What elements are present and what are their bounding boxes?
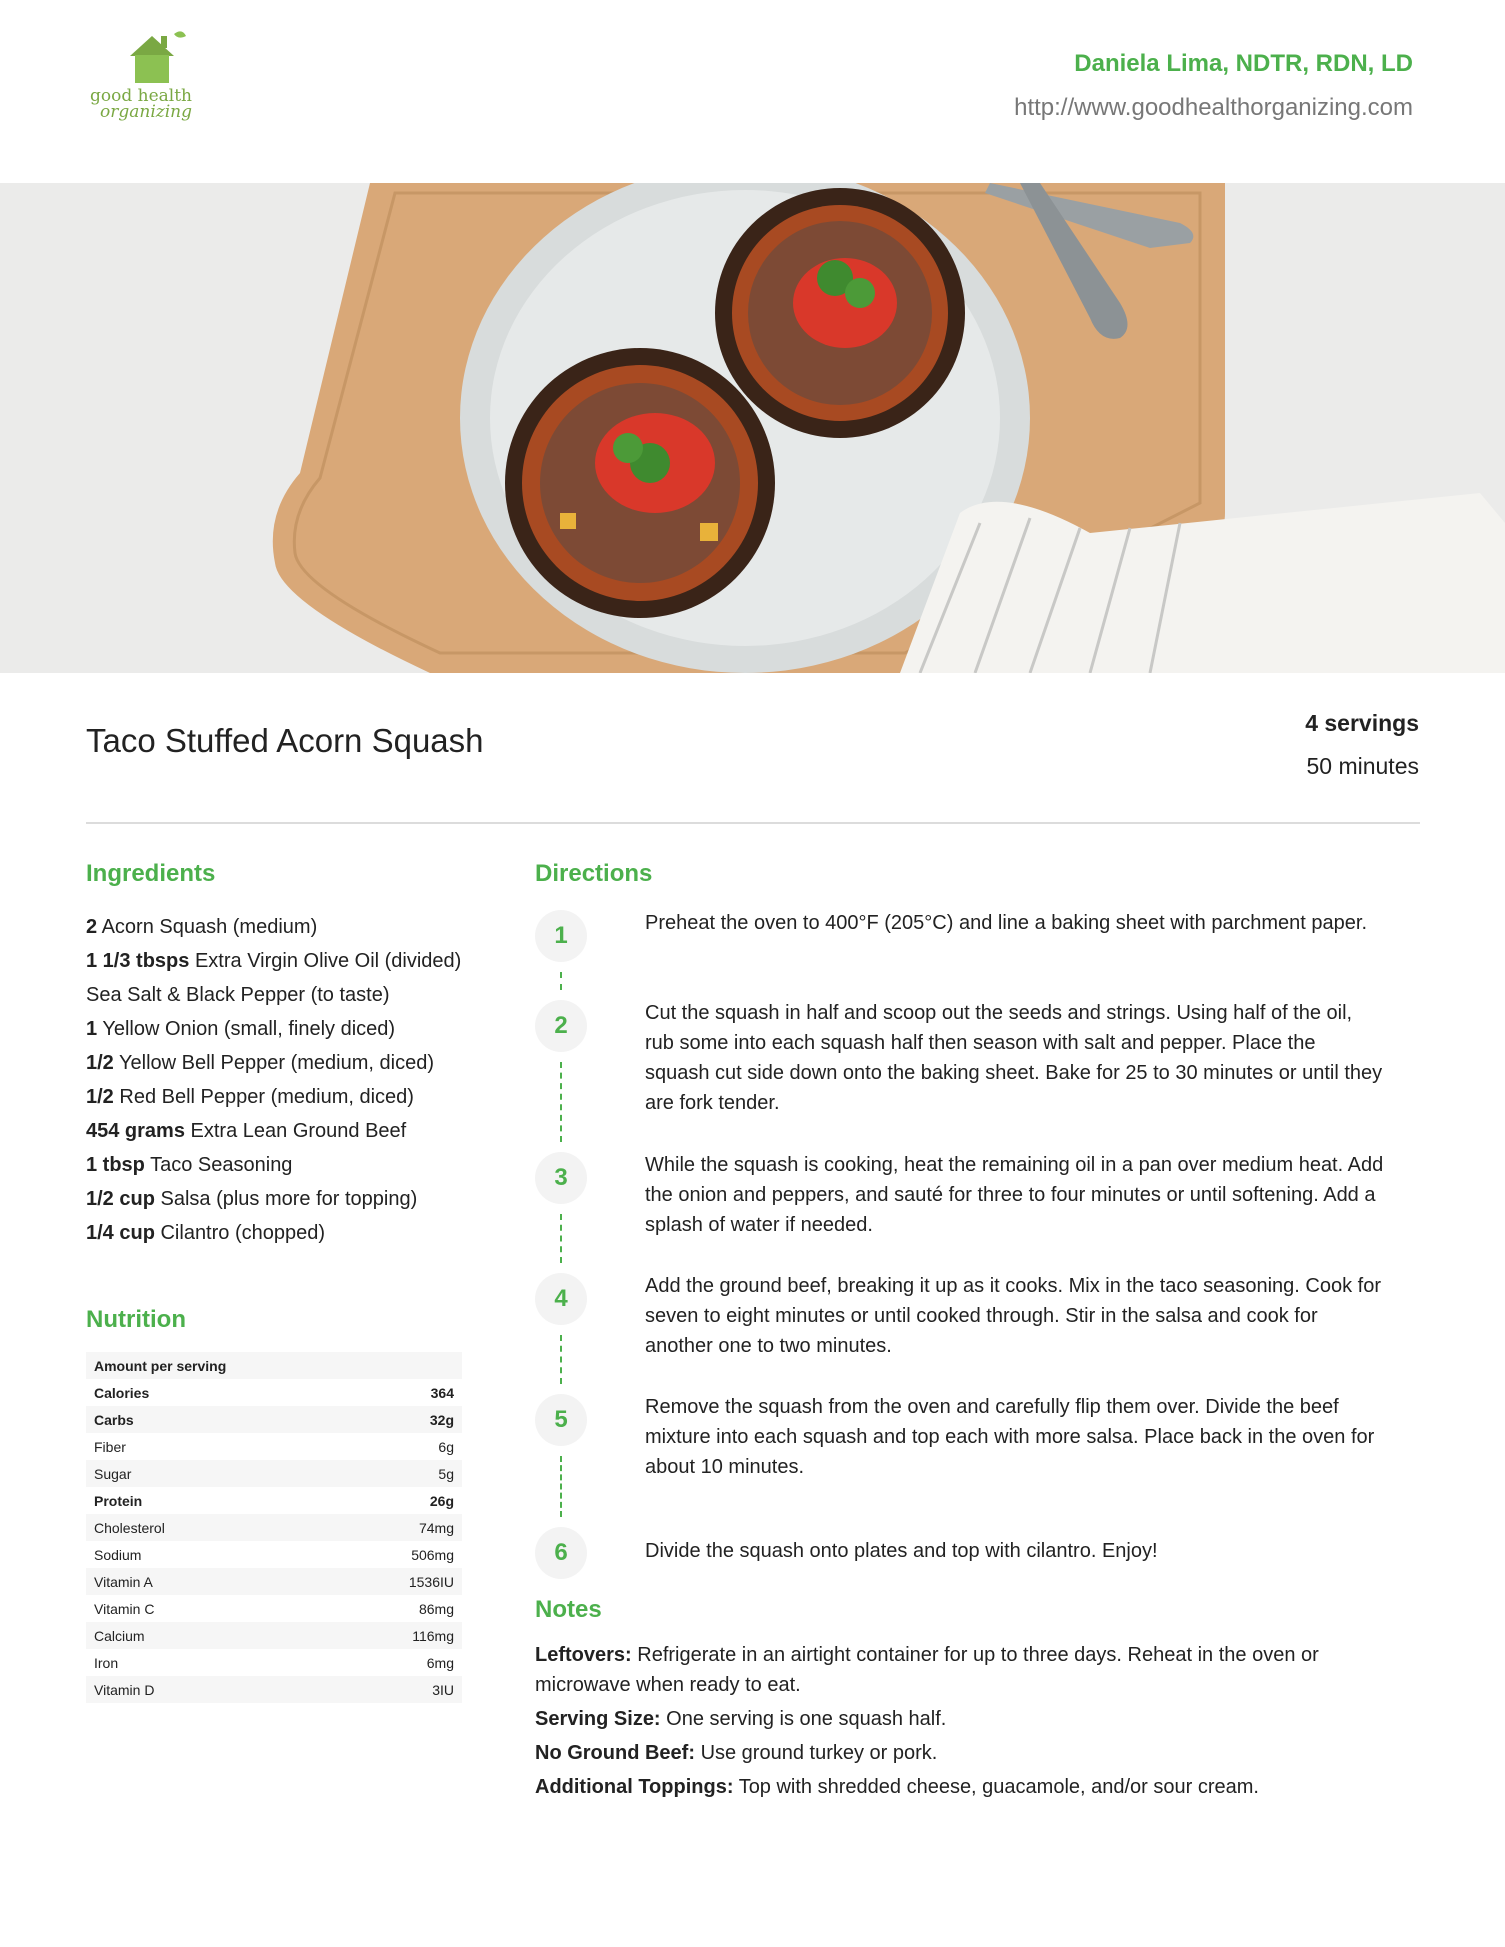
direction-step [535,1150,1385,1271]
note-item: Additional Toppings: Top with shredded cheese, guacamole, and/or sour cream. [535,1776,1259,1798]
logo-line-1: good health [90,86,192,106]
total-time: 50 minutes [1306,753,1419,779]
divider [86,822,1420,824]
direction-step [535,1392,1385,1525]
step-text: While the squash is cooking, heat the remaining oil in a pan over medium heat. Add the onion and peppers, and sauté for three to four minutes or until softening. Add a splash of water if needed. [645,1154,1384,1236]
step-connector [560,1335,562,1384]
direction-step [535,1525,1385,1585]
step-connector [560,1456,562,1517]
logo [90,28,220,148]
direction-step [535,1271,1385,1392]
step-connector [560,1062,562,1142]
nutrition-table [86,1352,462,1703]
nutrition-row: Sugar 5g [86,1460,462,1487]
website-link[interactable]: http://www.goodhealthorganizing.com [1014,94,1413,121]
ingredient-item: 1 Yellow Onion (small, finely diced) [86,1018,396,1040]
step-text: Divide the squash onto plates and top with cilantro. Enjoy! [645,1540,1158,1562]
logo-line-2: organizing [100,102,192,122]
ingredient-item: 1 1/3 tbsps Extra Virgin Olive Oil (divided) [86,950,462,972]
direction-step [535,998,1385,1150]
step-number: 5 [535,1394,587,1446]
step-text: Add the ground beef, breaking it up as it cooks. Mix in the taco seasoning. Cook for seven to eight minutes or until cooked through. Stir in the salsa and cook for another one to two minutes. [645,1275,1381,1357]
nutrition-row: Carbs 32g [86,1406,462,1433]
step-connector [560,1214,562,1263]
ingredient-item: 1/2 Red Bell Pepper (medium, diced) [86,1086,414,1108]
step-number: 2 [535,1000,587,1052]
step-text: Remove the squash from the oven and carefully flip them over. Divide the beef mixture into each squash and top each with more salsa. Place back in the oven for about 10 minutes. [645,1396,1375,1478]
nutrition-row: Iron 6mg [94,1654,454,1671]
ingredient-item: 1 tbsp Taco Seasoning [86,1154,293,1176]
nutrition-row: Vitamin D 3IU [86,1676,462,1703]
step-number: 6 [535,1527,587,1579]
house-icon [90,28,220,88]
ingredient-item: 2 Acorn Squash (medium) [86,916,318,938]
ingredient-item: 1/2 cup Salsa (plus more for topping) [86,1188,418,1210]
notes-list [535,1640,1385,1806]
step-text: Cut the squash in half and scoop out the seeds and strings. Using half of the oil, rub some into each squash half then season with salt and pepper. Place the squash cut side down onto the baking sheet. Bake for 25 to 30 minutes or until they are fork tender. [645,1002,1383,1114]
logo-text [90,88,220,120]
ingredient-item: 454 grams Extra Lean Ground Beef [86,1120,407,1142]
direction-step [535,908,1385,998]
step-number: 1 [535,910,587,962]
nutrition-row: Calories 364 [94,1384,454,1401]
step-number: 4 [535,1273,587,1325]
step-text: Preheat the oven to 400°F (205°C) and line a baking sheet with parchment paper. [645,912,1368,934]
note-item: No Ground Beef: Use ground turkey or pork. [535,1742,938,1764]
ingredients-list [86,912,486,1252]
note-item: Serving Size: One serving is one squash half. [535,1708,947,1730]
step-number: 3 [535,1152,587,1204]
step-connector [560,972,562,990]
note-item: Leftovers: Refrigerate in an airtight container for up to three days. Reheat in the oven or microwave when ready to eat. [535,1644,1319,1696]
nutrition-row: Vitamin C 86mg [94,1600,454,1617]
nutrition-row: Calcium 116mg [86,1622,462,1649]
notes-heading: Notes [535,1596,602,1623]
nutrition-row: Sodium 506mg [94,1546,454,1563]
nutrition-row: Protein 26g [94,1492,454,1509]
servings: 4 servings [1305,710,1419,736]
ingredient-item: 1/4 cup Cilantro (chopped) [86,1222,326,1244]
ingredients-heading: Ingredients [86,860,216,887]
hero-image [0,183,1505,673]
recipe-title: Taco Stuffed Acorn Squash [86,722,484,759]
ingredient-item: Sea Salt & Black Pepper (to taste) [86,984,390,1006]
nutrition-row: Fiber 6g [94,1438,454,1455]
nutrition-header-row: Amount per serving [86,1352,462,1379]
directions-list [535,908,1385,1585]
author-name: Daniela Lima, NDTR, RDN, LD [1074,50,1413,77]
nutrition-heading: Nutrition [86,1306,186,1333]
ingredient-item: 1/2 Yellow Bell Pepper (medium, diced) [86,1052,434,1074]
nutrition-row: Cholesterol 74mg [86,1514,462,1541]
directions-heading: Directions [535,860,653,887]
nutrition-row: Vitamin A 1536IU [86,1568,462,1595]
